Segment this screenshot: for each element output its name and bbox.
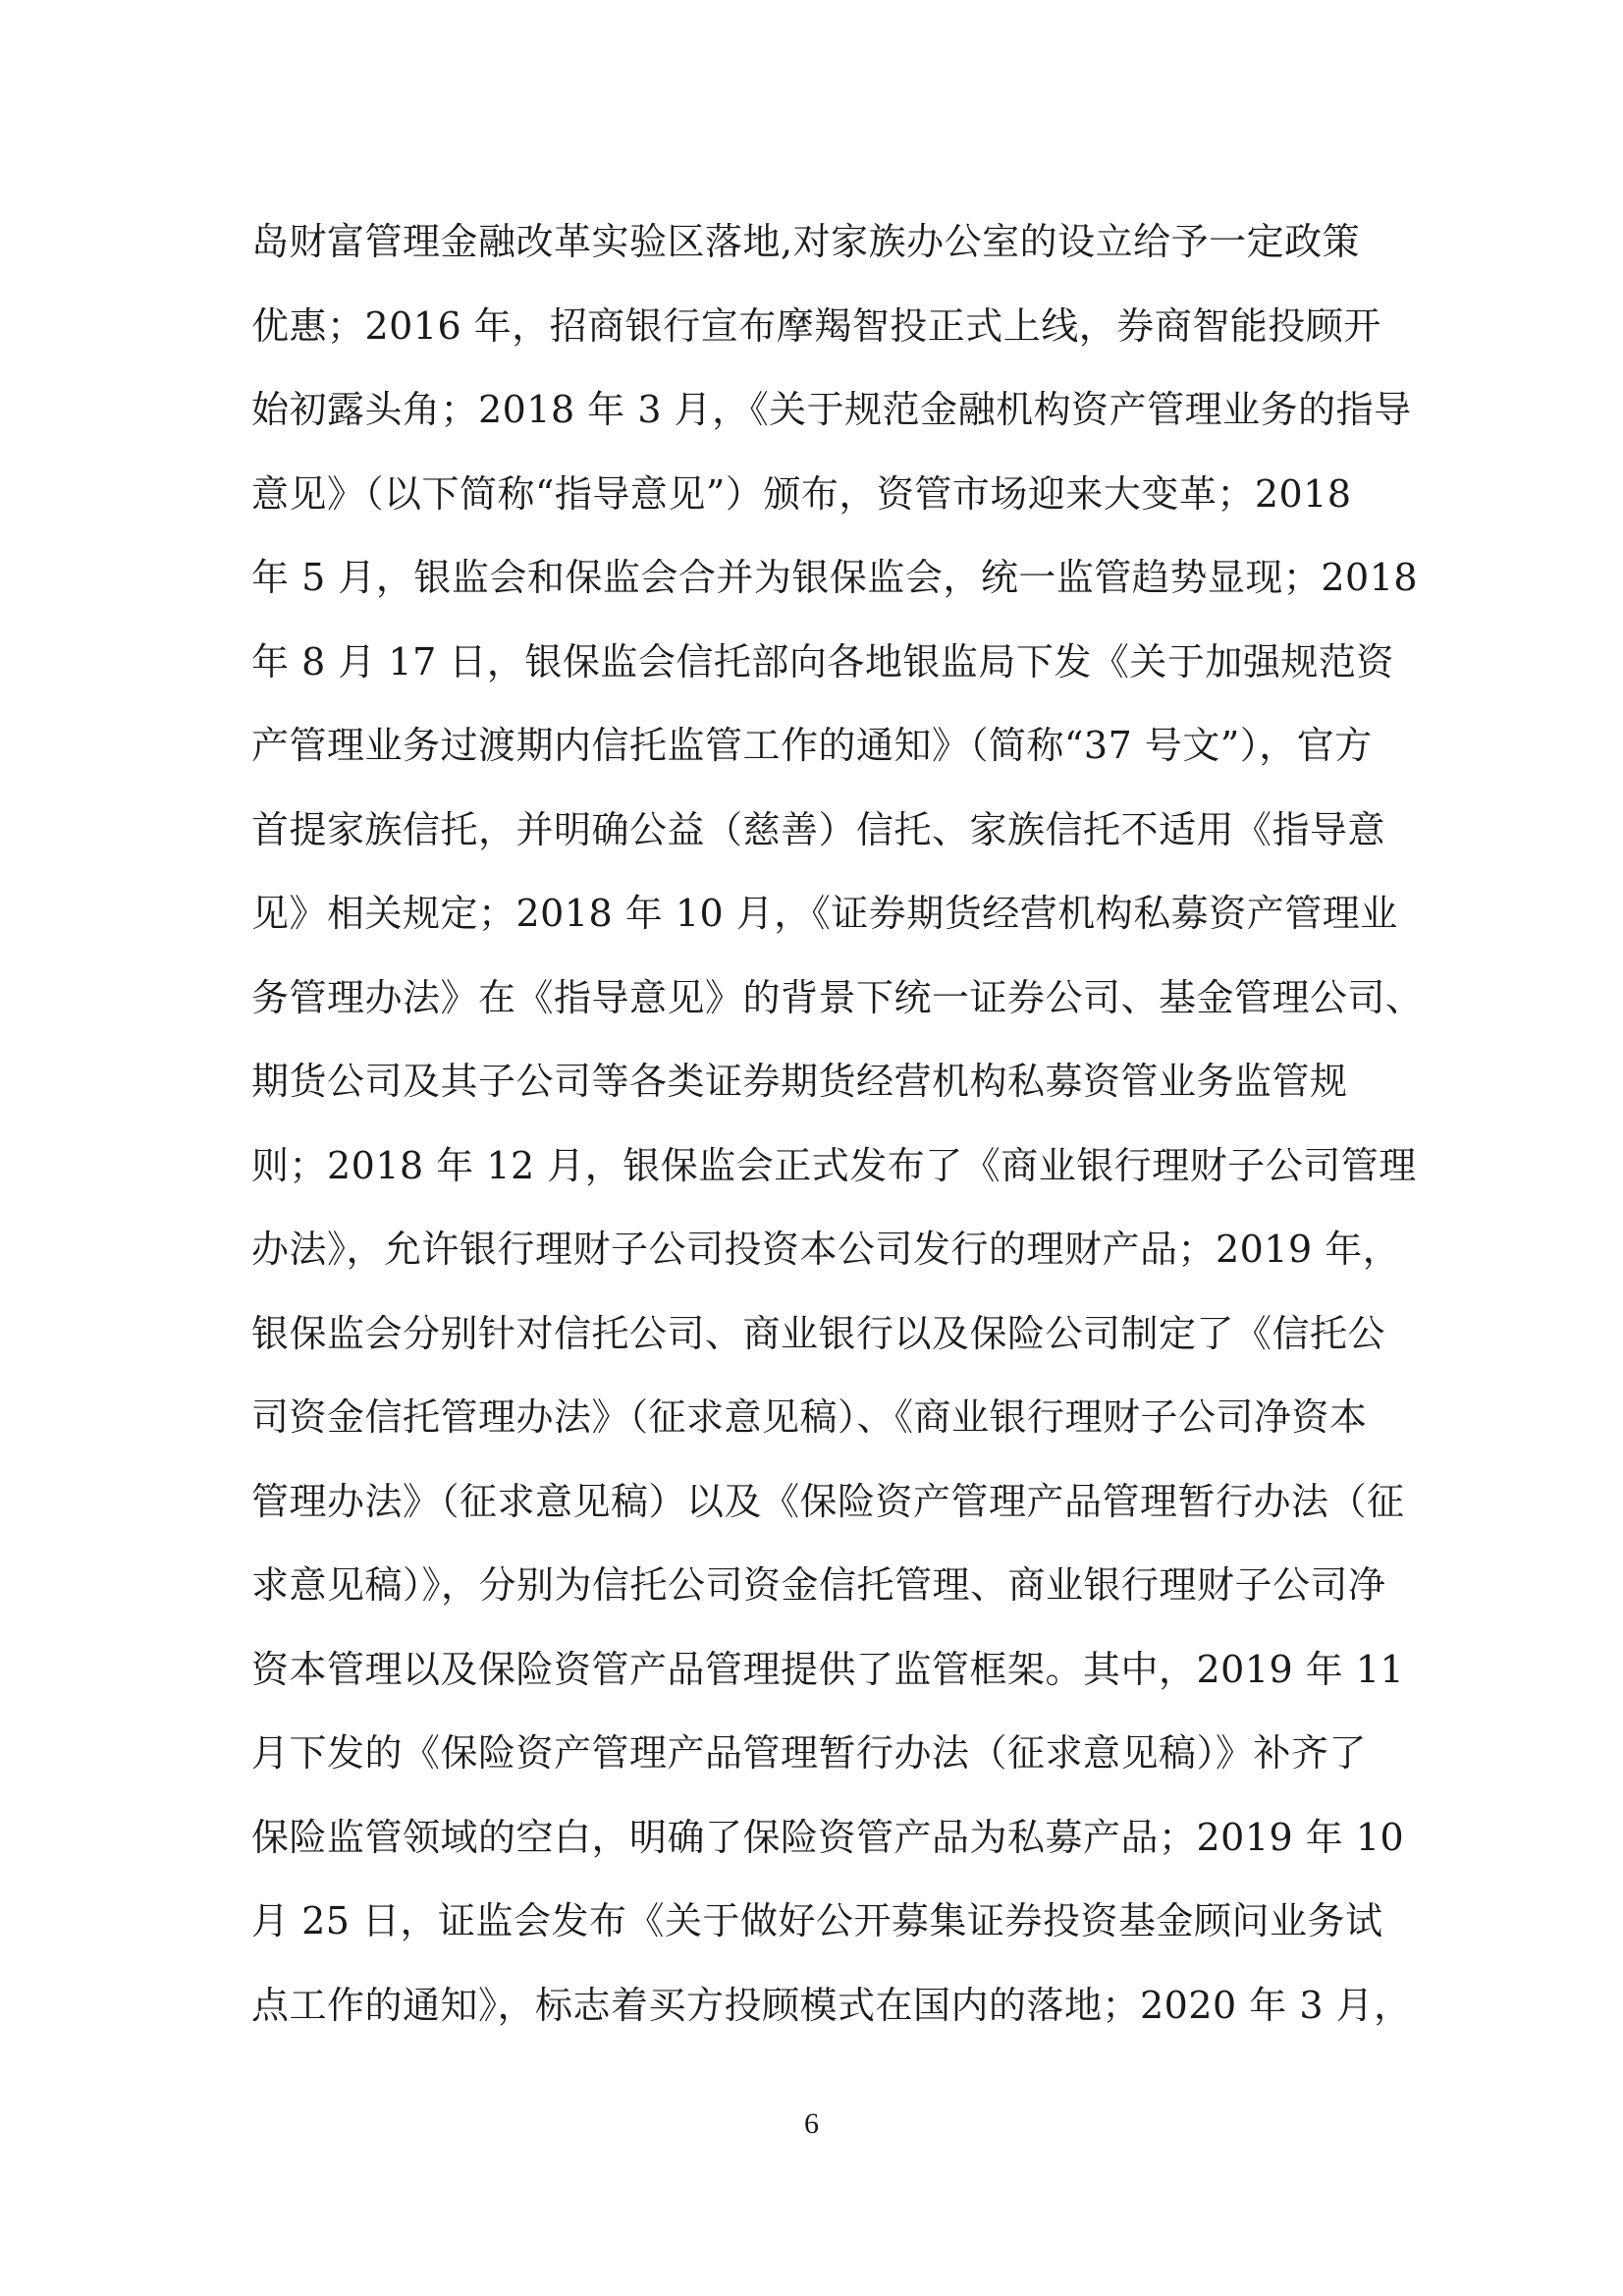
text-line: 年 5 月，银监会和保监会合并为银保监会，统一监管趋势显现；2018	[251, 556, 1419, 599]
text-line: 产管理业务过渡期内信托监管工作的通知》（简称“37 号文”），官方	[251, 724, 1373, 767]
text-line: 见》相关规定；2018 年 10 月，《证券期货经营机构私募资产管理业	[251, 892, 1398, 935]
text-line: 点工作的通知》，标志着买方投顾模式在国内的落地；2020 年 3 月，	[251, 1983, 1412, 2027]
text-line: 优惠；2016 年，招商银行宣布摩羯智投正式上线，券商智能投顾开	[251, 303, 1381, 348]
text-line: 银保监会分别针对信托公司、商业银行以及保险公司制定了《信托公	[251, 1311, 1386, 1355]
text-line: 年 8 月 17 日，银保监会信托部向各地银监局下发《关于加强规范资	[251, 639, 1394, 683]
text-line: 期货公司及其子公司等各类证券期货经营机构私募资管业务监管规	[251, 1060, 1348, 1103]
text-line: 司资金信托管理办法》（征求意见稿）、《商业银行理财子公司净资本	[251, 1395, 1368, 1439]
text-line: 资本管理以及保险资管产品管理提供了监管框架。其中，2019 年 11	[251, 1647, 1405, 1691]
text-line: 办法》，允许银行理财子公司投资本公司发行的理财产品；2019 年，	[251, 1228, 1401, 1271]
text-line: 首提家族信托，并明确公益（慈善）信托、家族信托不适用《指导意	[251, 807, 1386, 851]
text-line: 务管理办法》在《指导意见》的背景下统一证券公司、基金管理公司、	[251, 975, 1424, 1019]
text-line: 则；2018 年 12 月，银保监会正式发布了《商业银行理财子公司管理	[251, 1143, 1417, 1187]
text-line: 意见》（以下简称“指导意见”）颁布，资管市场迎来大变革；2018	[251, 471, 1352, 516]
text-line: 始初露头角；2018 年 3 月，《关于规范金融机构资产管理业务的指导	[251, 388, 1412, 431]
text-line: 求意见稿）》，分别为信托公司资金信托管理、商业银行理财子公司净	[251, 1563, 1386, 1607]
text-line: 月下发的《保险资产管理产品管理暂行办法（征求意见稿）》补齐了	[251, 1731, 1368, 1775]
text-line: 岛财富管理金融改革实验区落地,对家族办公室的设立给予一定政策	[251, 220, 1361, 263]
text-line: 保险监管领域的空白，明确了保险资管产品为私募产品；2019 年 10	[251, 1815, 1405, 1859]
body-text	[251, 208, 1424, 2055]
text-line: 管理办法》（征求意见稿）以及《保险资产管理产品管理暂行办法（征	[251, 1479, 1405, 1523]
page-number: 6	[804, 2107, 819, 2140]
text-line: 月 25 日，证监会发布《关于做好公开募集证券投资基金顾问业务试	[251, 1899, 1383, 1942]
